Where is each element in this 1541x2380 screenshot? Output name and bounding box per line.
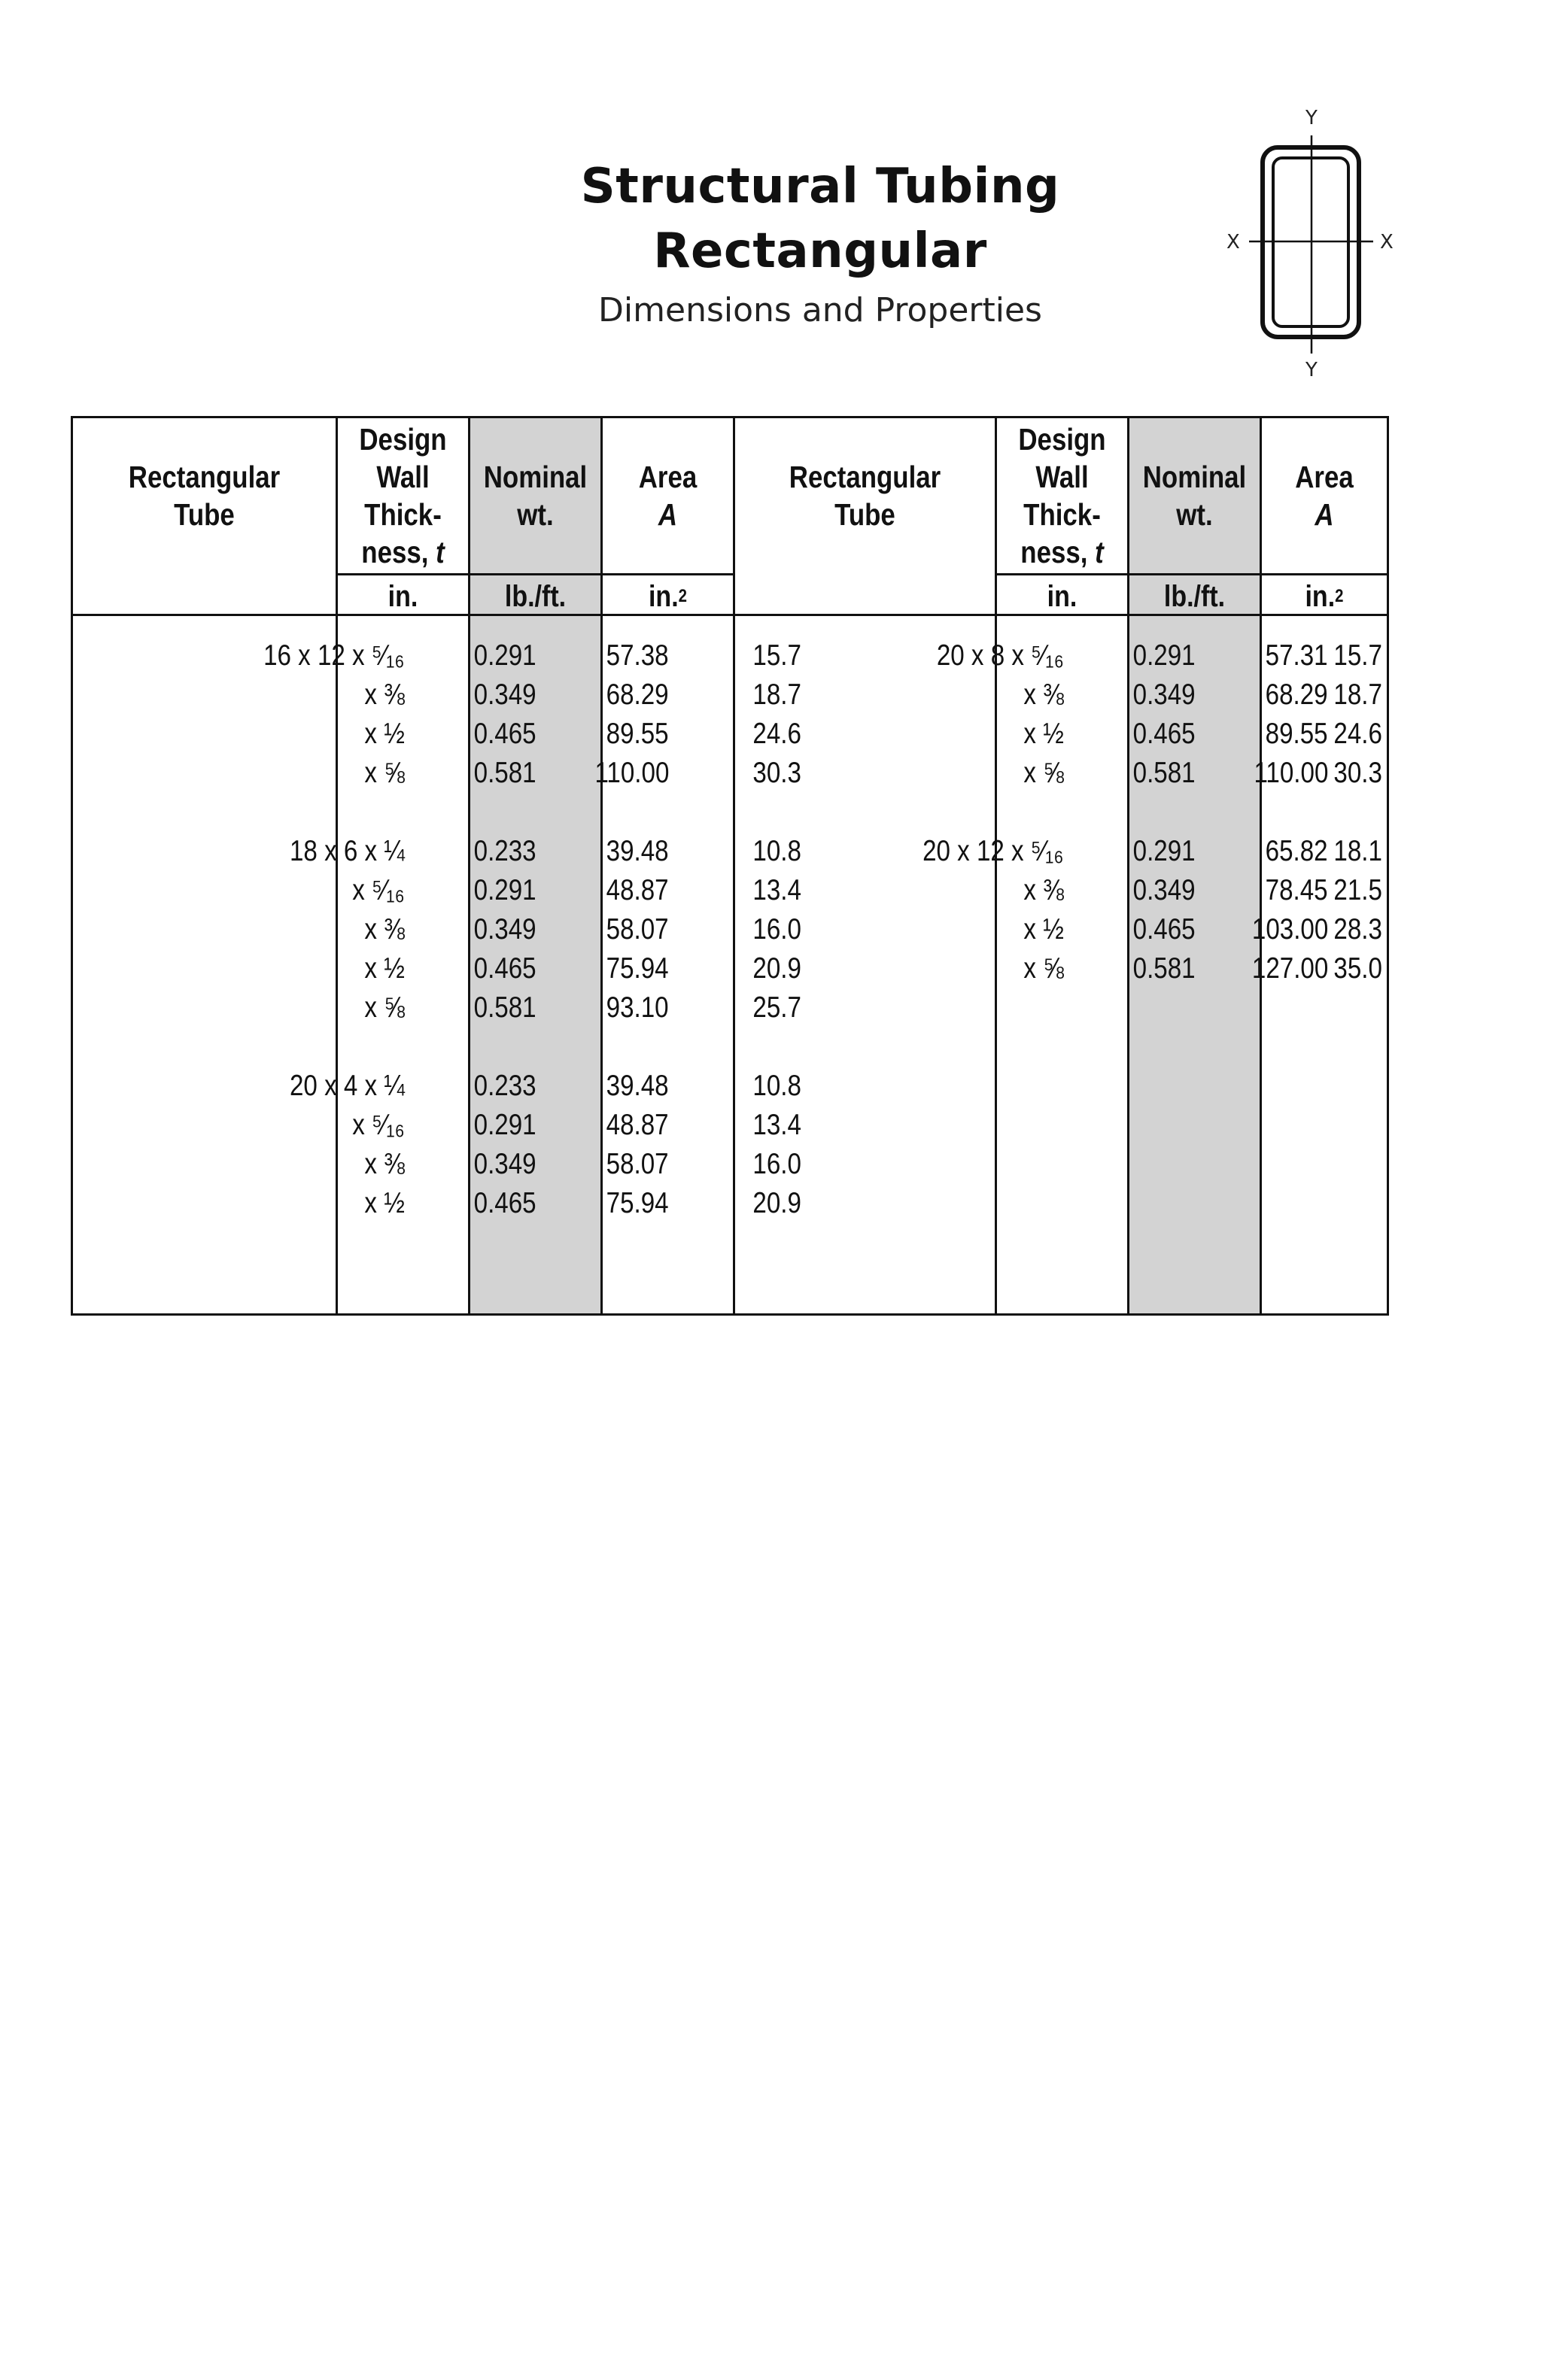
area-cell: 30.3 <box>1333 757 1382 789</box>
header-weight-right: Nominal wt. <box>1142 460 1247 532</box>
thickness-cell: 0.291 <box>474 1109 536 1141</box>
thickness-cell: 0.581 <box>1133 952 1196 985</box>
weight-cell: 75.94 <box>606 1187 669 1219</box>
header-tube-right: Rectangular Tube <box>789 460 941 532</box>
thickness-cell: 0.233 <box>474 1070 536 1102</box>
unit-weight-right: lb./ft. <box>1163 579 1226 613</box>
area-cell: 20.9 <box>752 952 801 985</box>
tube-cell: x ½ <box>364 952 405 985</box>
weight-cell: 58.07 <box>606 1148 669 1180</box>
weight-cell: 57.38 <box>606 639 669 672</box>
weight-cell: 78.45 <box>1266 874 1328 906</box>
title-block <box>519 154 1121 333</box>
table-row <box>73 949 1387 988</box>
weight-cell: 89.55 <box>1266 718 1328 750</box>
header-weight-left: Nominal wt. <box>483 460 588 532</box>
unit-thickness-left: in. <box>388 579 418 613</box>
tube-cell: x ⅜ <box>364 913 405 946</box>
table-row <box>73 871 1387 910</box>
area-cell: 28.3 <box>1333 913 1382 946</box>
tube-cell: 20 x 8 x ⁵⁄₁₆ <box>936 639 1064 672</box>
area-cell: 15.7 <box>752 639 801 672</box>
area-cell: 24.6 <box>752 718 801 750</box>
units-divider-left <box>336 573 735 575</box>
tube-cell: x ½ <box>364 1187 405 1219</box>
tube-cell: x ⅜ <box>364 1148 405 1180</box>
group-gap <box>73 1028 1387 1067</box>
table-body <box>73 636 1387 1223</box>
tube-cell: x ½ <box>1023 718 1064 750</box>
table-row <box>73 1184 1387 1223</box>
area-cell: 20.9 <box>752 1187 801 1219</box>
header-thickness-right: Design Wall Thick- ness, t <box>1018 422 1106 569</box>
properties-table <box>71 416 1389 1316</box>
weight-cell: 57.31 <box>1266 639 1328 672</box>
area-cell: 18.1 <box>1333 835 1382 867</box>
weight-cell: 65.82 <box>1266 835 1328 867</box>
thickness-cell: 0.349 <box>474 913 536 946</box>
thickness-cell: 0.581 <box>474 991 536 1024</box>
tube-cell: x ⅝ <box>1023 952 1064 985</box>
y-axis-bottom-label: Y <box>1305 359 1318 381</box>
weight-cell: 39.48 <box>606 1070 669 1102</box>
weight-cell: 48.87 <box>606 874 669 906</box>
thickness-cell: 0.465 <box>1133 913 1196 946</box>
unit-area-right: in. 2 <box>1305 579 1344 613</box>
area-cell: 25.7 <box>752 991 801 1024</box>
header-tube-left: Rectangular Tube <box>128 460 281 532</box>
table-row <box>73 1106 1387 1145</box>
weight-cell: 93.10 <box>606 991 669 1024</box>
thickness-cell: 0.291 <box>474 639 536 672</box>
tube-cell: 18 x 6 x ¼ <box>290 835 405 867</box>
area-cell: 24.6 <box>1333 718 1382 750</box>
table-row <box>73 636 1387 675</box>
thickness-cell: 0.349 <box>1133 678 1196 711</box>
weight-cell: 110.00 <box>594 757 669 789</box>
weight-cell: 89.55 <box>606 718 669 750</box>
tube-cell: x ⅝ <box>1023 757 1064 789</box>
page-subtitle: Dimensions and Properties <box>598 291 1042 329</box>
weight-cell: 48.87 <box>606 1109 669 1141</box>
unit-weight-left: lb./ft. <box>504 579 567 613</box>
thickness-cell: 0.291 <box>1133 639 1196 672</box>
weight-cell: 127.00 <box>1251 952 1328 985</box>
table-row <box>73 715 1387 754</box>
unit-thickness-right: in. <box>1047 579 1077 613</box>
area-cell: 18.7 <box>752 678 801 711</box>
tube-cell: 16 x 12 x ⁵⁄₁₆ <box>263 639 405 672</box>
y-axis-top-label: Y <box>1305 107 1318 129</box>
thickness-cell: 0.581 <box>474 757 536 789</box>
thickness-cell: 0.581 <box>1133 757 1196 789</box>
tube-cell: x ½ <box>364 718 405 750</box>
thickness-cell: 0.465 <box>474 1187 536 1219</box>
group-gap <box>73 793 1387 832</box>
tube-cell: x ⁵⁄₁₆ <box>352 874 405 906</box>
tube-cell: x ⅝ <box>364 991 405 1024</box>
tube-cell: x ⁵⁄₁₆ <box>352 1109 405 1141</box>
unit-area-left: in. 2 <box>648 579 688 613</box>
tube-cell: x ⅝ <box>364 757 405 789</box>
weight-cell: 39.48 <box>606 835 669 867</box>
header-thickness-left: Design Wall Thick- ness, t <box>359 422 447 569</box>
x-axis-right-label: X <box>1380 231 1394 253</box>
units-divider-right <box>995 573 1389 575</box>
thickness-cell: 0.465 <box>474 718 536 750</box>
thickness-cell: 0.349 <box>474 678 536 711</box>
area-cell: 13.4 <box>752 874 801 906</box>
table-row <box>73 1067 1387 1106</box>
header-area-right: Area A <box>1295 460 1354 532</box>
table-row <box>73 988 1387 1028</box>
weight-cell: 103.00 <box>1251 913 1328 946</box>
area-cell: 16.0 <box>752 1148 801 1180</box>
weight-cell: 58.07 <box>606 913 669 946</box>
thickness-cell: 0.291 <box>1133 835 1196 867</box>
area-cell: 21.5 <box>1333 874 1382 906</box>
tube-cell: x ⅜ <box>1023 678 1064 711</box>
thickness-cell: 0.465 <box>1133 718 1196 750</box>
tube-cell: x ⅜ <box>1023 874 1064 906</box>
page-title: Structural Tubing <box>580 159 1060 214</box>
tube-cell: x ⅜ <box>364 678 405 711</box>
weight-cell: 68.29 <box>606 678 669 711</box>
table-row <box>73 910 1387 949</box>
area-cell: 35.0 <box>1333 952 1382 985</box>
table-row <box>73 675 1387 715</box>
cross-section-diagram <box>1219 105 1415 384</box>
header-area-left: Area A <box>638 460 698 532</box>
table-row <box>73 754 1387 793</box>
weight-cell: 110.00 <box>1254 757 1328 789</box>
area-cell: 10.8 <box>752 835 801 867</box>
area-cell: 15.7 <box>1333 639 1382 672</box>
tube-cell: x ½ <box>1023 913 1064 946</box>
tube-cell: 20 x 12 x ⁵⁄₁₆ <box>922 835 1064 867</box>
weight-cell: 68.29 <box>1266 678 1328 711</box>
table-row <box>73 832 1387 871</box>
area-cell: 10.8 <box>752 1070 801 1102</box>
table-row <box>73 1145 1387 1184</box>
weight-cell: 75.94 <box>606 952 669 985</box>
thickness-cell: 0.349 <box>474 1148 536 1180</box>
right-rows <box>73 636 1387 988</box>
area-cell: 16.0 <box>752 913 801 946</box>
tube-cell: 20 x 4 x ¼ <box>290 1070 405 1102</box>
page-title-line-2: Rectangular <box>653 223 987 279</box>
thickness-cell: 0.291 <box>474 874 536 906</box>
thickness-cell: 0.465 <box>474 952 536 985</box>
area-cell: 13.4 <box>752 1109 801 1141</box>
x-axis-left-label: X <box>1226 231 1240 253</box>
area-cell: 18.7 <box>1333 678 1382 711</box>
thickness-cell: 0.233 <box>474 835 536 867</box>
area-cell: 30.3 <box>752 757 801 789</box>
thickness-cell: 0.349 <box>1133 874 1196 906</box>
